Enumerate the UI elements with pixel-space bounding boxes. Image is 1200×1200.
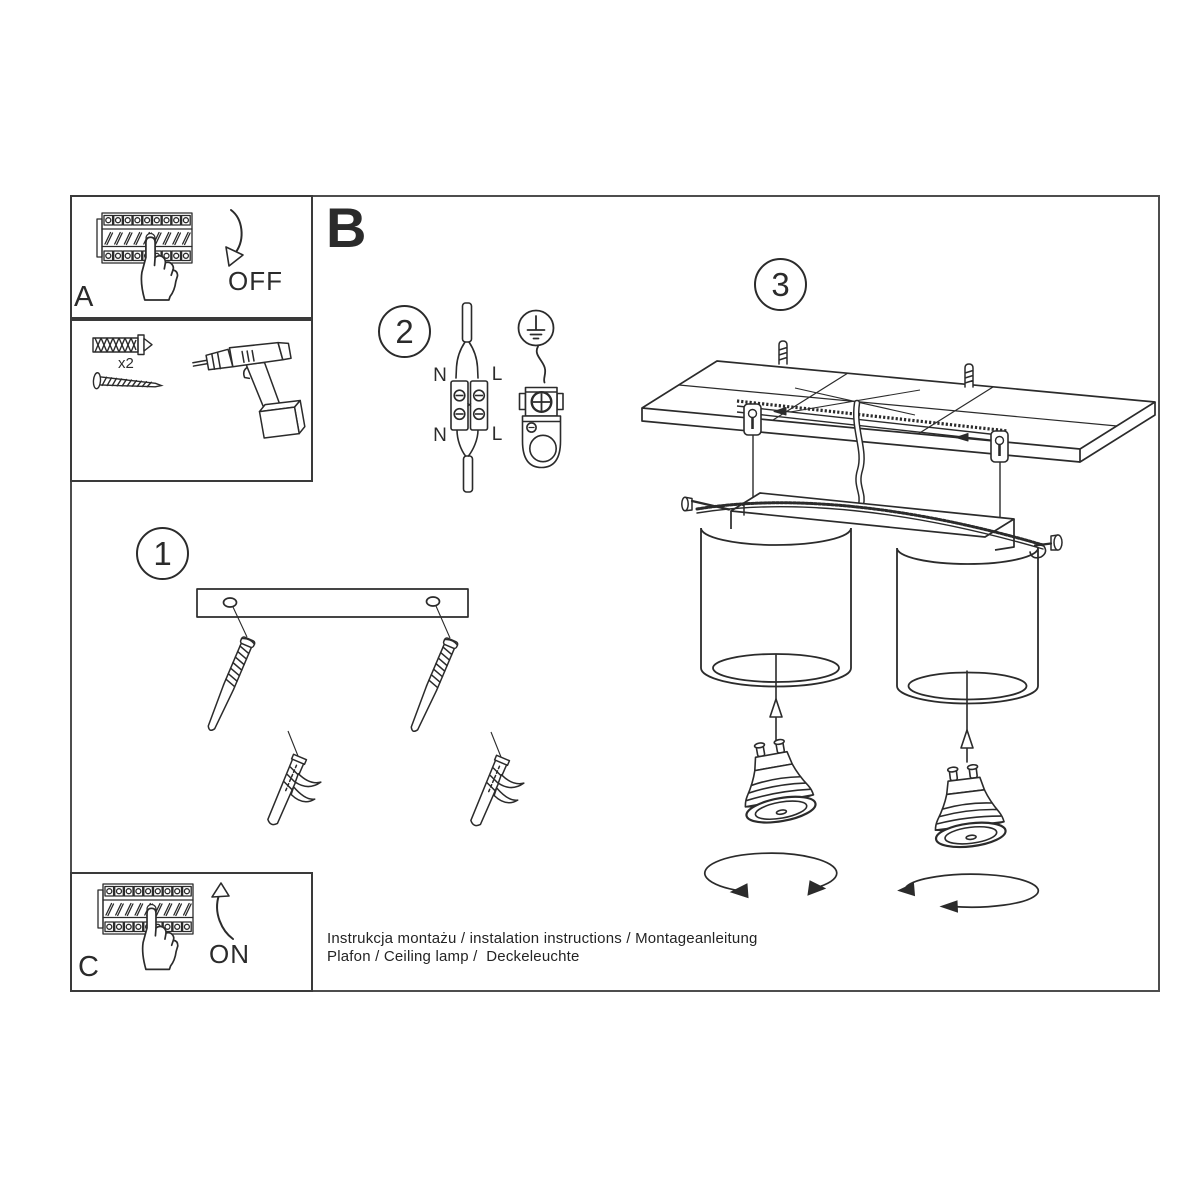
ground-symbol-icon [519, 311, 554, 346]
breaker-on-text: ON [209, 939, 250, 969]
gu10-bulb-right-icon [928, 762, 1007, 851]
step-c-label: C [78, 951, 99, 983]
wood-screw-right-icon [407, 637, 459, 734]
expansion-anchor-left-icon [265, 754, 328, 836]
step-3-number: 3 [771, 265, 790, 303]
ground-wire-icon [537, 347, 546, 383]
step-2-badge [378, 305, 431, 358]
rotate-arrow-left-icon [705, 853, 837, 897]
curved-arrow-down-icon [226, 210, 243, 266]
step-2-number: 2 [395, 312, 414, 350]
drill-icon [191, 337, 305, 449]
step-a-label: A [74, 281, 94, 313]
step-3-badge [754, 258, 807, 311]
curved-arrow-up-icon [212, 883, 233, 939]
rotate-arrow-right-icon [899, 874, 1039, 912]
step-1-badge [136, 527, 189, 580]
breaker-off-text: OFF [228, 266, 283, 296]
ground-terminal-icon [520, 388, 564, 468]
gu10-bulb-left-icon [734, 735, 817, 827]
wire-label-l-bottom: L [491, 424, 503, 445]
section-b-label: B [326, 196, 366, 259]
mounting-bar-icon [197, 589, 468, 617]
wire-label-n-bottom: N [433, 425, 447, 446]
alignment-lines [233, 606, 501, 757]
footer-instructions-line: Instrukcja montażu / instalation instructions / Montageanleitung [327, 930, 758, 947]
ceiling-plate-icon [642, 361, 1155, 462]
wire-label-n-top: N [433, 365, 447, 386]
wood-screw-left-icon [204, 636, 256, 733]
circuit-breaker-on-icon [98, 884, 193, 934]
side-screw-left-icon [682, 497, 744, 515]
wall-plug-icon [93, 335, 152, 355]
terminal-block-icon [451, 381, 488, 430]
step-1-number: 1 [153, 534, 172, 572]
expansion-anchor-right-icon [468, 755, 531, 837]
wire-label-l-top: L [491, 364, 503, 385]
screw-icon [93, 373, 162, 394]
circuit-breaker-off-icon [97, 213, 192, 263]
anchor-count-label: x2 [118, 355, 134, 372]
footer-product-line: Plafon / Ceiling lamp / Deckeleuchte [327, 948, 580, 965]
